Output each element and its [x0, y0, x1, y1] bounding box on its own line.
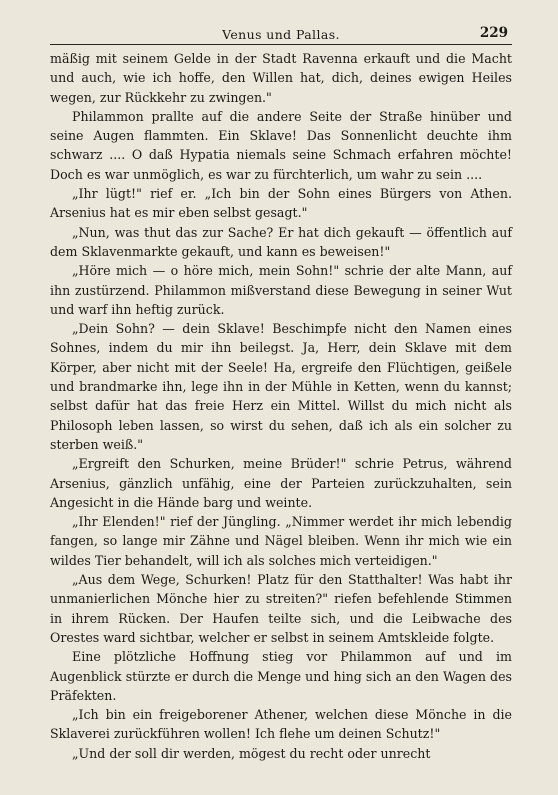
paragraph: Eine plötzliche Hoffnung stieg vor Philammon auf und im Augenblick stürzte er durch die Menge und hing sich an den Wagen des Präfekten.	[50, 649, 512, 703]
paragraph: „Und der soll dir werden, mögest du recht oder unrecht	[72, 745, 431, 761]
paragraph: „Ihr lügt!" rief er. „Ich bin der Sohn eines Bürgers von Athen. Arsenius hat es mir eben selbst gesagt."	[50, 186, 512, 221]
paragraph: „Ergreift den Schurken, meine Brüder!" schrie Petrus, während Arsenius, gänzlich unfähig, eine der Parteien zurückzuhalten, sein Angesicht in die Hände barg und weinte.	[50, 456, 512, 510]
paragraph: „Nun, was thut das zur Sache? Er hat dich gekauft — öffentlich auf dem Sklavenmarkte gekauft, und kann es beweisen!"	[50, 224, 512, 259]
page-number: 229	[479, 25, 508, 41]
paragraph: „Ihr Elenden!" rief der Jüngling. „Nimmer werdet ihr mich lebendig fangen, so lange mir Zähne und Nägel bleiben. Wenn ihr mich wie ein wildes Tier behandelt, will ich als solches mich verteidigen."	[50, 514, 512, 568]
paragraph: „Ich bin ein freigeborener Athener, welchen diese Mönche in die Sklaverei zurückführen wollen! Ich flehe um deinen Schutz!"	[50, 707, 512, 742]
page-header	[50, 18, 512, 42]
paragraph: mäßig mit seinem Gelde in der Stadt Ravenna erkauft und die Macht und auch, wie ich hoffe, den Willen hat, dich, deines ewigen Heiles wegen, zur Rückkehr zu zwingen."	[50, 51, 512, 105]
paragraph: Philammon prallte auf die andere Seite der Straße hinüber und seine Augen flammten. Ein Sklave! Das Sonnenlicht deuchte ihm schwarz .... O daß Hypatia niemals seine Schmach erfahren möchte! Doch es war unmöglich, es war zu fürchterlich, um wahr zu sein ....	[50, 108, 512, 182]
running-title: Venus und Pallas.	[222, 27, 340, 42]
paragraph: „Aus dem Wege, Schurken! Platz für den Statthalter! Was habt ihr unmanierlichen Mönche hier zu streiten?" riefen befehlende Stimmen in ihrem Rücken. Der Haufen teilte sich, und die Leibwache des Orestes ward sichtbar, welcher er selbst in seinem Amtskleide folgte.	[50, 572, 512, 645]
body-text	[50, 49, 512, 763]
paragraph: „Dein Sohn? — dein Sklave! Beschimpfe nicht den Namen eines Sohnes, indem du mir ihn beilegst. Ja, Herr, dein Sklave mit dem Körper, aber nicht mit der Seele! Ha, ergreife den Flüchtigen, geißele und brandmarke ihn, lege ihn in der Mühle in Ketten, wenn du kannst; selbst dafür hat das freie Herz ein Mittel. Willst du mich nicht als Philosoph leben lassen, so wirst du sehen, daß ich als ein solcher zu sterben weiß."	[50, 321, 512, 452]
header-rule	[50, 44, 512, 45]
paragraph: „Höre mich — o höre mich, mein Sohn!" schrie der alte Mann, auf ihn zustürzend. Philammon mißverstand diese Bewegung in seiner Wut und warf ihn heftig zurück.	[50, 263, 512, 317]
